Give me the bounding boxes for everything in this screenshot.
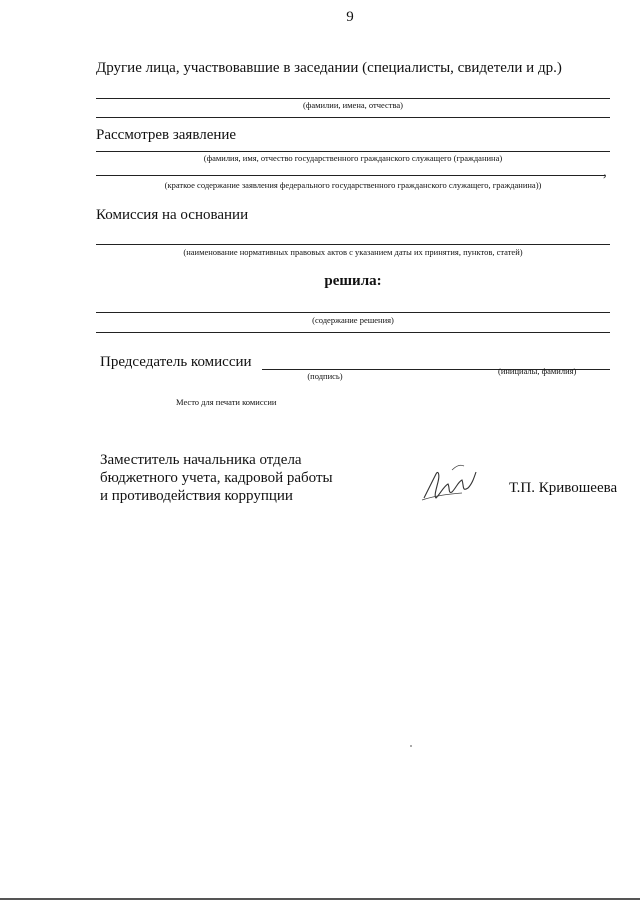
signatory-name: Т.П. Кривошеева (509, 480, 618, 496)
scan-dot (410, 745, 412, 747)
stamp-place-note: Место для печати комиссии (176, 397, 277, 407)
review-heading: Рассмотрев заявление (96, 127, 237, 143)
others-line-2 (96, 117, 610, 118)
review-hint-summary: (краткое содержание заявления федерального государственного гражданского служащего, гражданина)) (164, 180, 542, 190)
chairman-hint-name: (инициалы, фамилия) (498, 366, 577, 376)
chairman-label: Председатель комиссии (100, 354, 252, 370)
others-hint: (фамилии, имена, отчества) (302, 100, 403, 110)
basis-heading: Комиссия на основании (96, 207, 249, 223)
signatory-position-line-2: бюджетного учета, кадровой работы (100, 470, 333, 486)
review-line-2 (96, 175, 604, 176)
review-hint-person: (фамилия, имя, отчество государственного гражданского служащего (гражданина) (203, 153, 503, 163)
signatory-position-line-3: и противодействия коррупции (100, 488, 293, 504)
others-heading: Другие лица, участвовавшие в заседании (специалисты, свидетели и др.) (96, 60, 562, 76)
scan-bottom-line (0, 898, 640, 900)
decision-heading: решила: (324, 273, 382, 289)
basis-line-1 (96, 244, 610, 245)
review-comma: , (603, 164, 607, 180)
review-line-1 (96, 151, 610, 152)
basis-hint: (наименование нормативных правовых актов с указанием даты их принятия, пунктов, статей) (183, 247, 523, 257)
handwritten-signature (418, 460, 482, 506)
others-line-1 (96, 98, 610, 99)
decision-hint: (содержание решения) (312, 315, 394, 325)
page-number: 9 (346, 9, 354, 25)
signatory-position-line-1: Заместитель начальника отдела (100, 452, 302, 468)
decision-line-1 (96, 312, 610, 313)
chairman-hint-signature: (подпись) (307, 371, 343, 381)
decision-line-2 (96, 332, 610, 333)
